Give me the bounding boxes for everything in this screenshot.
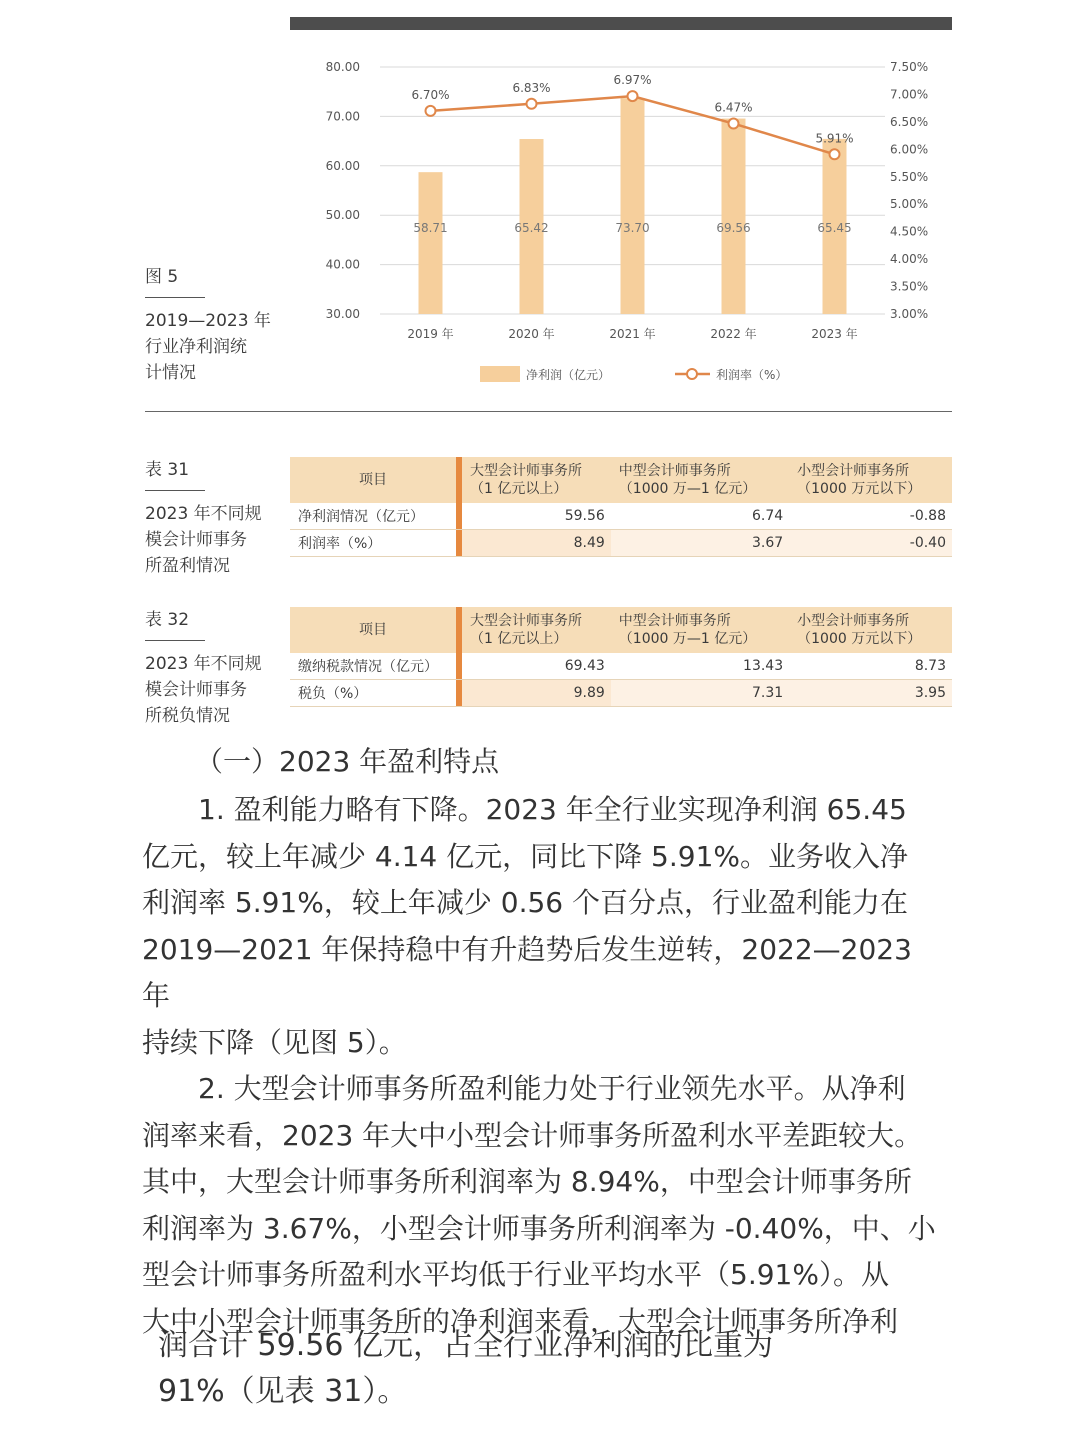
cell-value: 3.95 — [789, 680, 952, 707]
cell-value: -0.88 — [789, 503, 952, 530]
text-line: 利润率 5.91%，较上年减少 0.56 个百分点，行业盈利能力在 — [142, 886, 908, 919]
table31-header-medium — [611, 457, 789, 503]
header-line: 大型会计师事务所 — [470, 463, 582, 479]
paragraph-2 — [142, 1066, 942, 1345]
header-line: （1 亿元以上） — [470, 631, 568, 647]
row-label: 净利润情况（亿元） — [290, 503, 456, 530]
rate-point — [729, 119, 739, 129]
cell-value: 7.31 — [611, 680, 789, 707]
cell-value: 8.49 — [462, 530, 611, 557]
row-label: 缴纳税款情况（亿元） — [290, 653, 456, 680]
row-label: 税负（%） — [290, 680, 456, 707]
rate-point — [426, 106, 436, 116]
section-title: （一）2023 年盈利特点 — [195, 745, 500, 778]
y-right-tick-label: 5.50% — [890, 169, 929, 184]
rate-point — [527, 99, 537, 109]
figure-number: 图 5 — [145, 262, 205, 298]
cell-value: 13.43 — [611, 653, 789, 680]
figure-title-line: 计情况 — [145, 363, 196, 383]
cell-value: 3.67 — [611, 530, 789, 557]
paragraph-1 — [142, 787, 942, 1066]
y-right-tick-label: 5.00% — [890, 197, 929, 212]
figure-title — [145, 308, 285, 386]
table31-title-line: 2023 年不同规 — [145, 504, 262, 524]
x-tick-label: 2019 年 — [407, 327, 454, 341]
y-left-tick-label: 50.00 — [325, 208, 360, 223]
rate-data-label: 5.91% — [815, 131, 854, 146]
table-row — [290, 503, 952, 530]
table-row — [290, 653, 952, 680]
table31-header-row — [290, 457, 952, 503]
text-line: 2019—2021 年保持稳中有升趋势后发生逆转，2022—2023 年 — [142, 932, 912, 1012]
figure-title-line: 行业净利润统 — [145, 337, 247, 357]
bar — [621, 98, 645, 314]
text-line: 型会计师事务所盈利水平均低于行业平均水平（5.91%）。从 — [142, 1258, 889, 1291]
header-line: 小型会计师事务所 — [797, 463, 910, 479]
rate-data-label: 6.70% — [411, 87, 450, 102]
y-right-tick-label: 6.00% — [890, 142, 929, 157]
cell-value: 9.89 — [462, 680, 611, 707]
text-line: 持续下降（见图 5）。 — [142, 1025, 407, 1059]
table32-title-line: 2023 年不同规 — [145, 654, 262, 674]
x-tick-label: 2021 年 — [609, 327, 656, 341]
y-left-tick-label: 80.00 — [325, 60, 360, 74]
y-right-tick-label: 6.50% — [890, 114, 929, 129]
table32-title-line: 模会计师事务 — [145, 680, 247, 700]
body-text — [142, 787, 942, 1345]
rate-data-label: 6.83% — [512, 80, 551, 95]
table-row — [290, 530, 952, 557]
bar-data-label: 65.45 — [817, 221, 852, 235]
text-line: 大中小型会计师事务所的净利润来看，大型会计师事务所净利 — [142, 1304, 899, 1338]
text-line: 利润率为 3.67%，小型会计师事务所利润率为 -0.40%，中、小 — [142, 1211, 936, 1245]
table32-header-project: 项目 — [290, 607, 456, 653]
table31-title-line: 模会计师事务 — [145, 530, 247, 550]
y-left-tick-label: 60.00 — [325, 158, 360, 173]
x-tick-label: 2020 年 — [508, 327, 555, 341]
top-decor-bar — [290, 17, 952, 30]
header-line: 中型会计师事务所 — [618, 463, 731, 479]
header-line: （1000 万元以下） — [797, 481, 922, 497]
figure-title-line: 2019—2023 年 — [145, 311, 271, 331]
bar-data-label: 73.70 — [615, 221, 650, 235]
x-tick-label: 2022 年 — [710, 327, 757, 341]
x-tick-label: 2023 年 — [811, 327, 858, 341]
table32-header-small — [789, 607, 952, 653]
header-line: （1000 万—1 亿元） — [618, 631, 757, 647]
header-line: 小型会计师事务所 — [797, 613, 910, 629]
section-divider — [145, 411, 952, 412]
continuation-text — [158, 1323, 938, 1415]
rate-point — [628, 91, 638, 101]
text-line: 1. 盈利能力略有下降。2023 年全行业实现净利润 65.45 — [198, 793, 907, 826]
header-line: 中型会计师事务所 — [618, 613, 731, 629]
cell-value: 69.43 — [462, 653, 611, 680]
table32-header-row — [290, 607, 952, 653]
table31-header-small — [789, 457, 952, 503]
table31 — [290, 457, 952, 557]
header-line: 大型会计师事务所 — [470, 613, 582, 629]
text-line: 润率来看，2023 年大中小型会计师事务所盈利水平差距较大。 — [142, 1118, 923, 1152]
table32-caption — [145, 605, 285, 729]
text-line: 亿元，较上年减少 4.14 亿元，同比下降 5.91%。业务收入净 — [142, 839, 908, 873]
table32-header-large — [462, 607, 611, 653]
text-line: 2. 大型会计师事务所盈利能力处于行业领先水平。从净利 — [198, 1072, 906, 1105]
y-right-tick-label: 4.50% — [890, 224, 929, 239]
cell-value: 8.73 — [789, 653, 952, 680]
y-right-tick-label: 7.50% — [890, 60, 929, 74]
table31-caption — [145, 455, 285, 579]
bar — [419, 172, 443, 314]
legend-bar-swatch — [480, 366, 520, 382]
table32-title — [145, 651, 285, 729]
text-line: 91%（见表 31）。 — [158, 1374, 408, 1409]
bar-data-label: 69.56 — [716, 221, 751, 235]
table32-number: 表 32 — [145, 605, 205, 641]
cell-value: 59.56 — [462, 503, 611, 530]
y-right-tick-label: 3.00% — [890, 307, 929, 321]
legend-line-label: 利润率（%） — [716, 368, 788, 382]
rate-data-label: 6.97% — [613, 73, 652, 88]
cell-value: -0.40 — [789, 530, 952, 557]
table32 — [290, 607, 952, 707]
header-line: （1000 万—1 亿元） — [618, 481, 757, 497]
table-row — [290, 680, 952, 707]
y-right-tick-label: 3.50% — [890, 279, 929, 294]
legend-bar-label: 净利润（亿元） — [526, 368, 611, 382]
table31-title — [145, 501, 285, 579]
table32-header-medium — [611, 607, 789, 653]
rate-data-label: 6.47% — [714, 100, 753, 115]
table31-number: 表 31 — [145, 455, 205, 491]
row-label: 利润率（%） — [290, 530, 456, 557]
y-left-tick-label: 70.00 — [325, 109, 360, 124]
bar-data-label: 58.71 — [413, 221, 448, 235]
rate-point — [830, 149, 840, 159]
table31-title-line: 所盈利情况 — [145, 556, 230, 576]
header-line: （1000 万元以下） — [797, 631, 922, 647]
header-line: （1 亿元以上） — [470, 481, 568, 497]
y-right-tick-label: 4.00% — [890, 252, 929, 267]
y-left-tick-label: 40.00 — [325, 257, 360, 272]
table32-title-line: 所税负情况 — [145, 706, 230, 726]
legend-line-marker — [687, 369, 697, 379]
y-right-tick-label: 7.00% — [890, 87, 929, 102]
y-left-tick-label: 30.00 — [325, 307, 360, 321]
cell-value: 6.74 — [611, 503, 789, 530]
profit-chart — [290, 40, 952, 395]
table31-header-large — [462, 457, 611, 503]
figure-caption — [145, 262, 285, 386]
bar — [722, 119, 746, 314]
table31-header-project: 项目 — [290, 457, 456, 503]
text-line: 其中，大型会计师事务所利润率为 8.94%，中型会计师事务所 — [142, 1165, 912, 1198]
text-line: 润合计 59.56 亿元，占全行业净利润的比重为 — [158, 1328, 773, 1363]
bar-data-label: 65.42 — [514, 221, 549, 235]
